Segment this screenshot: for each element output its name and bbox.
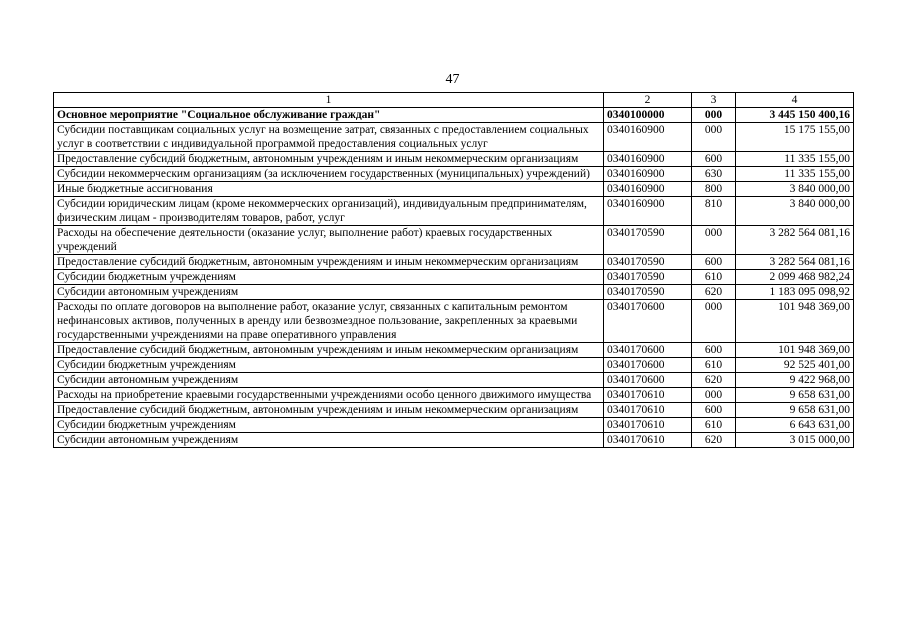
row-code-cell: 0340160900 <box>604 167 692 182</box>
row-name-cell: Предоставление субсидий бюджетным, автономным учреждениям и иным некоммерческим организациям <box>54 152 604 167</box>
row-name-cell: Субсидии автономным учреждениям <box>54 433 604 448</box>
row-name-cell: Расходы на приобретение краевыми государственными учреждениями особо ценного движимого имущества <box>54 388 604 403</box>
header-row <box>54 93 854 108</box>
table-body <box>54 108 854 448</box>
header-col-4: 4 <box>736 93 854 108</box>
row-amount-cell: 92 525 401,00 <box>736 358 854 373</box>
page-number: 47 <box>445 72 460 87</box>
row-amount-cell: 101 948 369,00 <box>736 343 854 358</box>
row-name-cell: Иные бюджетные ассигнования <box>54 182 604 197</box>
row-type-cell: 000 <box>692 226 736 255</box>
table-row <box>54 388 854 403</box>
row-amount-cell: 9 422 968,00 <box>736 373 854 388</box>
table-row <box>54 123 854 152</box>
table-row <box>54 403 854 418</box>
row-type-cell: 600 <box>692 255 736 270</box>
row-type-cell: 610 <box>692 358 736 373</box>
row-code-cell: 0340170590 <box>604 255 692 270</box>
table-row <box>54 182 854 197</box>
table-row <box>54 197 854 226</box>
table-row <box>54 433 854 448</box>
row-amount-cell: 6 643 631,00 <box>736 418 854 433</box>
row-name-cell: Субсидии автономным учреждениям <box>54 373 604 388</box>
row-name-cell: Субсидии бюджетным учреждениям <box>54 358 604 373</box>
table-row <box>54 285 854 300</box>
row-name-cell: Предоставление субсидий бюджетным, автономным учреждениям и иным некоммерческим организациям <box>54 403 604 418</box>
row-type-cell: 600 <box>692 343 736 358</box>
row-code-cell: 0340100000 <box>604 108 692 123</box>
row-name-cell: Предоставление субсидий бюджетным, автономным учреждениям и иным некоммерческим организациям <box>54 343 604 358</box>
row-amount-cell: 11 335 155,00 <box>736 152 854 167</box>
header-col-1: 1 <box>54 93 604 108</box>
row-amount-cell: 3 445 150 400,16 <box>736 108 854 123</box>
table-header <box>54 93 854 108</box>
row-code-cell: 0340160900 <box>604 197 692 226</box>
row-code-cell: 0340160900 <box>604 123 692 152</box>
row-code-cell: 0340170610 <box>604 418 692 433</box>
header-col-2: 2 <box>604 93 692 108</box>
table-row <box>54 270 854 285</box>
row-type-cell: 600 <box>692 152 736 167</box>
row-type-cell: 000 <box>692 108 736 123</box>
row-code-cell: 0340170600 <box>604 300 692 343</box>
row-code-cell: 0340170610 <box>604 403 692 418</box>
row-amount-cell: 3 015 000,00 <box>736 433 854 448</box>
row-code-cell: 0340170600 <box>604 373 692 388</box>
row-amount-cell: 101 948 369,00 <box>736 300 854 343</box>
row-amount-cell: 9 658 631,00 <box>736 403 854 418</box>
row-amount-cell: 2 099 468 982,24 <box>736 270 854 285</box>
row-code-cell: 0340170590 <box>604 285 692 300</box>
row-name-cell: Субсидии юридическим лицам (кроме некоммерческих организаций), индивидуальным предпринимателям, физическим лицам - производителям товаров, работ, услуг <box>54 197 604 226</box>
row-amount-cell: 11 335 155,00 <box>736 167 854 182</box>
row-type-cell: 000 <box>692 123 736 152</box>
row-name-cell: Субсидии некоммерческим организациям (за исключением государственных (муниципальных) учреждений) <box>54 167 604 182</box>
row-type-cell: 620 <box>692 373 736 388</box>
row-amount-cell: 3 282 564 081,16 <box>736 226 854 255</box>
table-row <box>54 226 854 255</box>
row-type-cell: 000 <box>692 300 736 343</box>
row-code-cell: 0340170610 <box>604 388 692 403</box>
row-name-cell: Расходы по оплате договоров на выполнение работ, оказание услуг, связанных с капитальным ремонтом нефинансовых активов, полученных в аренду или безвозмездное пользование, закрепленных за краевыми государственными учреждениями на праве оперативного управления <box>54 300 604 343</box>
row-name-cell: Субсидии поставщикам социальных услуг на возмещение затрат, связанных с предоставлением социальных услуг в соответствии с индивидуальной программой предоставления социальных услуг <box>54 123 604 152</box>
row-code-cell: 0340170590 <box>604 226 692 255</box>
table-row <box>54 167 854 182</box>
row-amount-cell: 3 840 000,00 <box>736 197 854 226</box>
row-code-cell: 0340170600 <box>604 343 692 358</box>
row-type-cell: 620 <box>692 433 736 448</box>
row-code-cell: 0340170590 <box>604 270 692 285</box>
row-type-cell: 810 <box>692 197 736 226</box>
row-amount-cell: 9 658 631,00 <box>736 388 854 403</box>
header-col-3: 3 <box>692 93 736 108</box>
table-row <box>54 300 854 343</box>
row-code-cell: 0340160900 <box>604 182 692 197</box>
row-amount-cell: 3 282 564 081,16 <box>736 255 854 270</box>
row-name-cell: Субсидии бюджетным учреждениям <box>54 418 604 433</box>
table-row <box>54 418 854 433</box>
table-row <box>54 358 854 373</box>
budget-table <box>53 92 854 448</box>
row-type-cell: 000 <box>692 388 736 403</box>
row-type-cell: 600 <box>692 403 736 418</box>
table-row <box>54 255 854 270</box>
row-amount-cell: 15 175 155,00 <box>736 123 854 152</box>
row-type-cell: 800 <box>692 182 736 197</box>
row-name-cell: Расходы на обеспечение деятельности (оказание услуг, выполнение работ) краевых государственных учреждений <box>54 226 604 255</box>
row-name-cell: Основное мероприятие "Социальное обслуживание граждан" <box>54 108 604 123</box>
table-row <box>54 152 854 167</box>
row-amount-cell: 1 183 095 098,92 <box>736 285 854 300</box>
row-code-cell: 0340160900 <box>604 152 692 167</box>
row-type-cell: 610 <box>692 418 736 433</box>
table-row <box>54 373 854 388</box>
table-row <box>54 343 854 358</box>
row-type-cell: 630 <box>692 167 736 182</box>
row-amount-cell: 3 840 000,00 <box>736 182 854 197</box>
row-type-cell: 620 <box>692 285 736 300</box>
row-name-cell: Предоставление субсидий бюджетным, автономным учреждениям и иным некоммерческим организациям <box>54 255 604 270</box>
table-row <box>54 108 854 123</box>
row-name-cell: Субсидии автономным учреждениям <box>54 285 604 300</box>
row-name-cell: Субсидии бюджетным учреждениям <box>54 270 604 285</box>
row-code-cell: 0340170600 <box>604 358 692 373</box>
row-code-cell: 0340170610 <box>604 433 692 448</box>
row-type-cell: 610 <box>692 270 736 285</box>
